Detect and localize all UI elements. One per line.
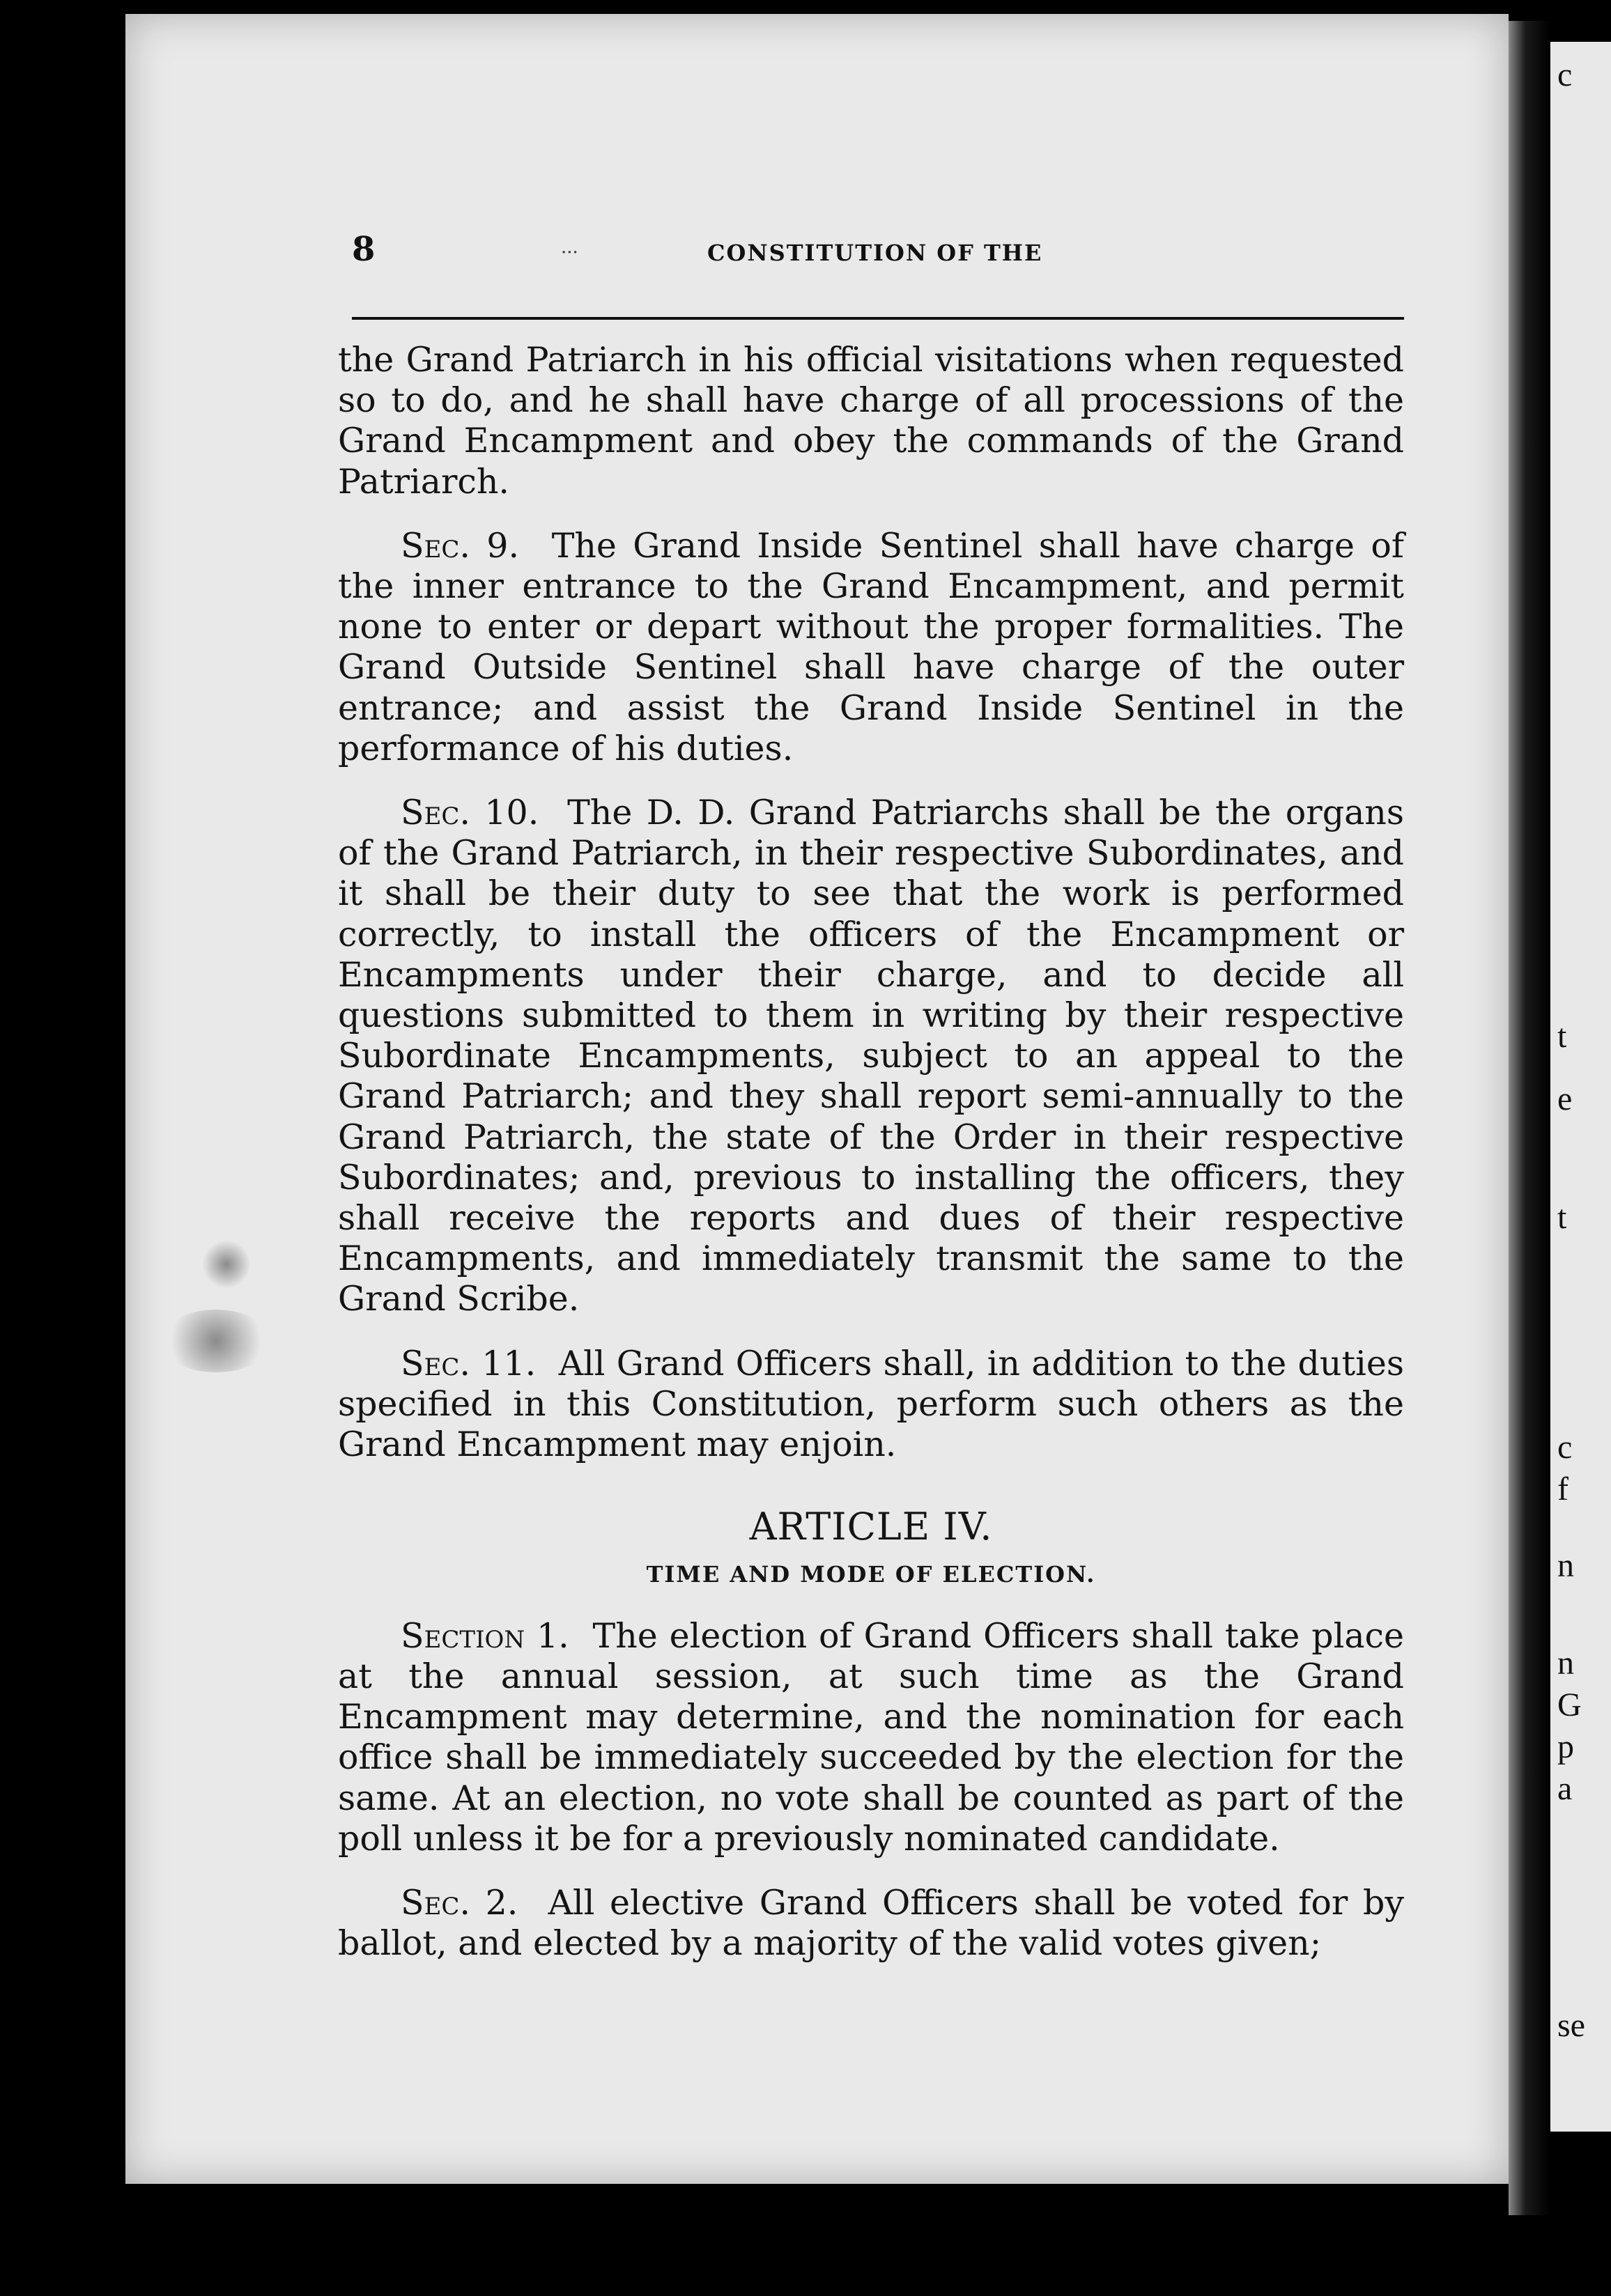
article-heading: ARTICLE IV. [749,1505,993,1549]
header-rule [352,317,1404,320]
neighbor-letter: n [1557,1547,1574,1584]
section-label: Sec. 10. [401,793,539,833]
neighbor-letter: n [1557,1645,1574,1682]
section-11 [338,1344,1404,1466]
body-text [338,340,1404,1964]
neighbor-letter: t [1557,1199,1567,1236]
section-text: All elective Grand Officers shall be voted for by ballot, and elected by a majority of the valid votes given; [338,1882,1404,1964]
neighbor-letter: G [1557,1686,1582,1723]
section-text: The Grand Inside Sentinel shall have charge of the inner entrance to the Grand Encampment, and permit none to enter or depart without the proper formalities. The Grand Outside Sentinel shall have charge of the outer entrance; and assist the Grand Inside Sentinel in the performance of his duties. [338,525,1404,768]
neighbor-letter: c [1557,56,1573,93]
neighbor-letter: a [1557,1770,1573,1807]
neighbor-letter: f [1557,1471,1568,1507]
ink-smudge [202,1240,251,1289]
ink-smudge [160,1310,272,1372]
section-label: Sec. 2. [401,1882,518,1923]
section-label: Sec. 11. [401,1343,537,1383]
article-section-1 [338,1616,1404,1859]
page-gutter-edge [1509,21,1550,2215]
adjacent-page-fragment [1550,42,1611,2132]
page-header [352,230,1404,272]
neighbor-letter: e [1557,1080,1573,1117]
section-label: Section 1. [401,1615,569,1656]
section-9 [338,526,1404,769]
page-number: 8 [352,230,376,269]
section-text: The election of Grand Officers shall take place at the annual session, at such time as the Grand Encampment may determine, and the nomination for each office shall be immediately succeeded by the election for the same. At an election, no vote shall be counted as part of the poll unless it be for a previously nominated candidate. [338,1615,1404,1859]
neighbor-letter: se [1557,2007,1585,2044]
section-label: Sec. 9. [401,525,520,566]
running-head: CONSTITUTION OF THE [707,240,1043,266]
paragraph-continuation: the Grand Patriarch in his official visitations when requested so to do, and he shall have charge of all processions of the Grand Encampment and obey the commands of the Grand Patriarch. [338,340,1404,502]
neighbor-letter: c [1557,1429,1573,1466]
section-text: The D. D. Grand Patriarchs shall be the organs of the Grand Patriarch, in their respective Subordinates, and it shall be their duty to see that the work is performed correctly, to install the officers of the Encampment or Encampments under their charge, and to decide all questions submitted to them in writing by their respective Subordinate Encampments, subject to an appeal to the Grand Patriarch; and they shall report semi-annually to the Grand Patriarch, the state of the Order in their respective Subordinates; and, previous to installing the officers, they shall receive the reports and dues of their respective Encampments, and immediately transmit the same to the Grand Scribe. [338,793,1404,1319]
neighbor-letter: p [1557,1728,1574,1765]
section-10 [338,793,1404,1320]
article-section-2 [338,1883,1404,1964]
section-text: All Grand Officers shall, in addition to the duties specified in this Constitution, perform such others as the Grand Encampment may enjoin. [338,1343,1404,1465]
neighbor-letter: t [1557,1018,1567,1055]
header-dots: ... [561,237,578,258]
article-subheading: TIME AND MODE OF ELECTION. [646,1561,1096,1588]
